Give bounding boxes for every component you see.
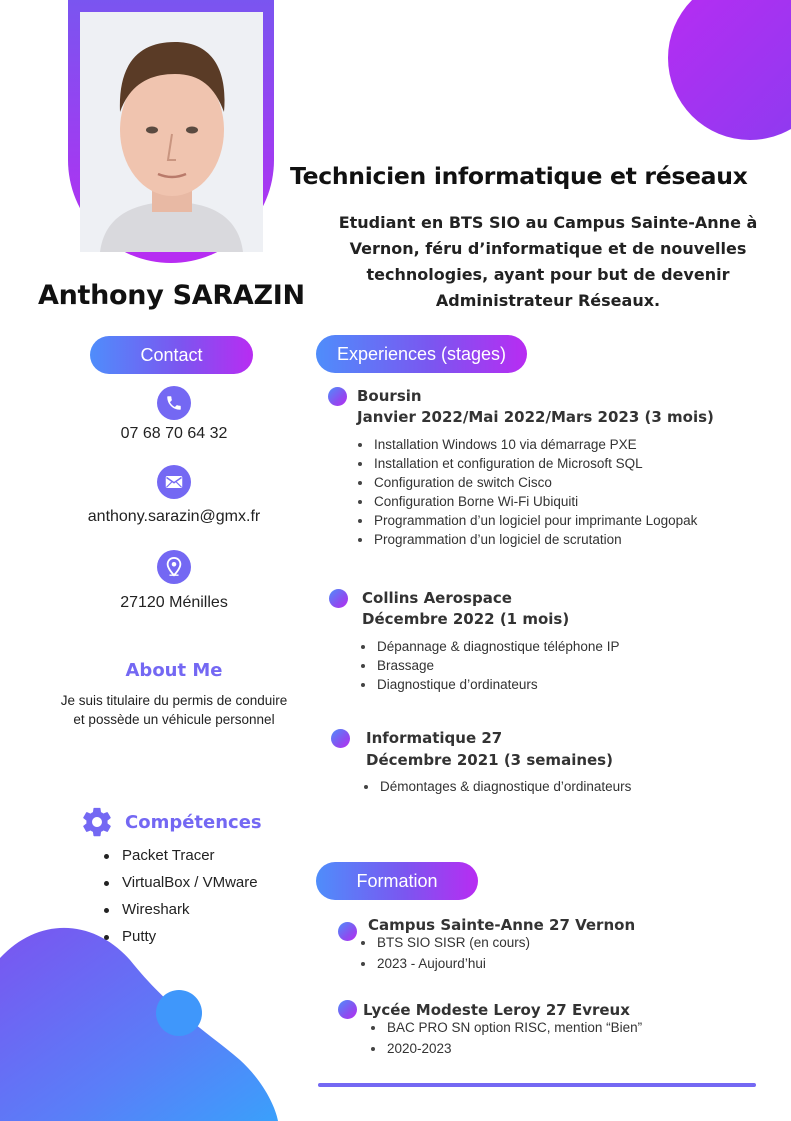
- list-item: Démontages & diagnostique d’ordinateurs: [363, 778, 631, 797]
- contact-heading: Contact: [90, 336, 253, 374]
- person-portrait-illustration: [80, 12, 263, 252]
- about-text: Je suis titulaire du permis de conduire et possède un véhicule personnel: [60, 693, 288, 727]
- timeline-dot: [329, 589, 348, 608]
- list-item: Programmation d’un logiciel pour imprimante Logopak: [357, 512, 697, 531]
- experience-tasks: [360, 638, 619, 695]
- gear-icon: [80, 805, 114, 839]
- formation-heading: Formation: [316, 862, 478, 900]
- timeline-dot: [328, 387, 347, 406]
- list-item: Installation et configuration de Microsoft SQL: [357, 455, 697, 474]
- list-item: Programmation d’un logiciel de scrutation: [357, 531, 697, 550]
- experience-company: Collins Aerospace: [362, 589, 512, 607]
- list-item: Wireshark: [104, 901, 258, 928]
- list-item: Installation Windows 10 via démarrage PXE: [357, 436, 697, 455]
- experience-date: Janvier 2022/Mai 2022/Mars 2023 (3 mois): [357, 408, 714, 426]
- job-title: Technicien informatique et réseaux: [290, 162, 748, 190]
- timeline-dot: [331, 729, 350, 748]
- skills-list: [104, 847, 258, 955]
- list-item: 2023 - Aujourd’hui: [360, 955, 530, 976]
- phone-icon: [157, 386, 191, 420]
- top-right-blob: [668, 0, 791, 140]
- location-pin-icon: [157, 550, 191, 584]
- list-item: Putty: [104, 928, 258, 955]
- email-address: anthony.sarazin@gmx.fr: [87, 508, 261, 525]
- list-item: VirtualBox / VMware: [104, 874, 258, 901]
- experience-tasks: [357, 436, 697, 550]
- profile-photo: [80, 12, 263, 252]
- list-item: Configuration de switch Cisco: [357, 474, 697, 493]
- intro-text: Etudiant en BTS SIO au Campus Sainte-Anne à Vernon, féru d’informatique et de nouvelles technologies, ayant pour but de devenir Administrateur Réseaux.: [338, 213, 758, 310]
- location-text: 27120 Ménilles: [120, 594, 228, 611]
- experience-tasks: [363, 778, 631, 797]
- list-item: Dépannage & diagnostique téléphone IP: [360, 638, 619, 657]
- list-item: Configuration Borne Wi-Fi Ubiquiti: [357, 493, 697, 512]
- timeline-dot: [338, 1000, 357, 1019]
- skills-heading: Compétences: [125, 812, 262, 833]
- timeline-dot: [338, 922, 357, 941]
- footer-divider: [318, 1083, 756, 1087]
- phone-number: 07 68 70 64 32: [120, 425, 228, 442]
- list-item: 2020-2023: [370, 1040, 642, 1061]
- formation-details: [360, 934, 530, 976]
- experience-company: Boursin: [357, 387, 422, 405]
- list-item: Brassage: [360, 657, 619, 676]
- formation-school: Campus Sainte-Anne 27 Vernon: [368, 916, 636, 934]
- experiences-heading: Experiences (stages): [316, 335, 527, 373]
- formation-school: Lycée Modeste Leroy 27 Evreux: [363, 1001, 630, 1019]
- mail-icon: [157, 465, 191, 499]
- experience-date: Décembre 2022 (1 mois): [362, 610, 570, 628]
- bottom-left-blob: [0, 928, 278, 1121]
- list-item: Packet Tracer: [104, 847, 258, 874]
- experience-company: Informatique 27: [366, 729, 503, 747]
- formation-details: [370, 1019, 642, 1061]
- about-heading: About Me: [125, 660, 223, 681]
- list-item: Diagnostique d’ordinateurs: [360, 676, 619, 695]
- list-item: BTS SIO SISR (en cours): [360, 934, 530, 955]
- person-name: Anthony SARAZIN: [38, 280, 305, 311]
- list-item: BAC PRO SN option RISC, mention “Bien”: [370, 1019, 642, 1040]
- small-blue-circle: [156, 990, 202, 1036]
- experience-date: Décembre 2021 (3 semaines): [366, 751, 613, 769]
